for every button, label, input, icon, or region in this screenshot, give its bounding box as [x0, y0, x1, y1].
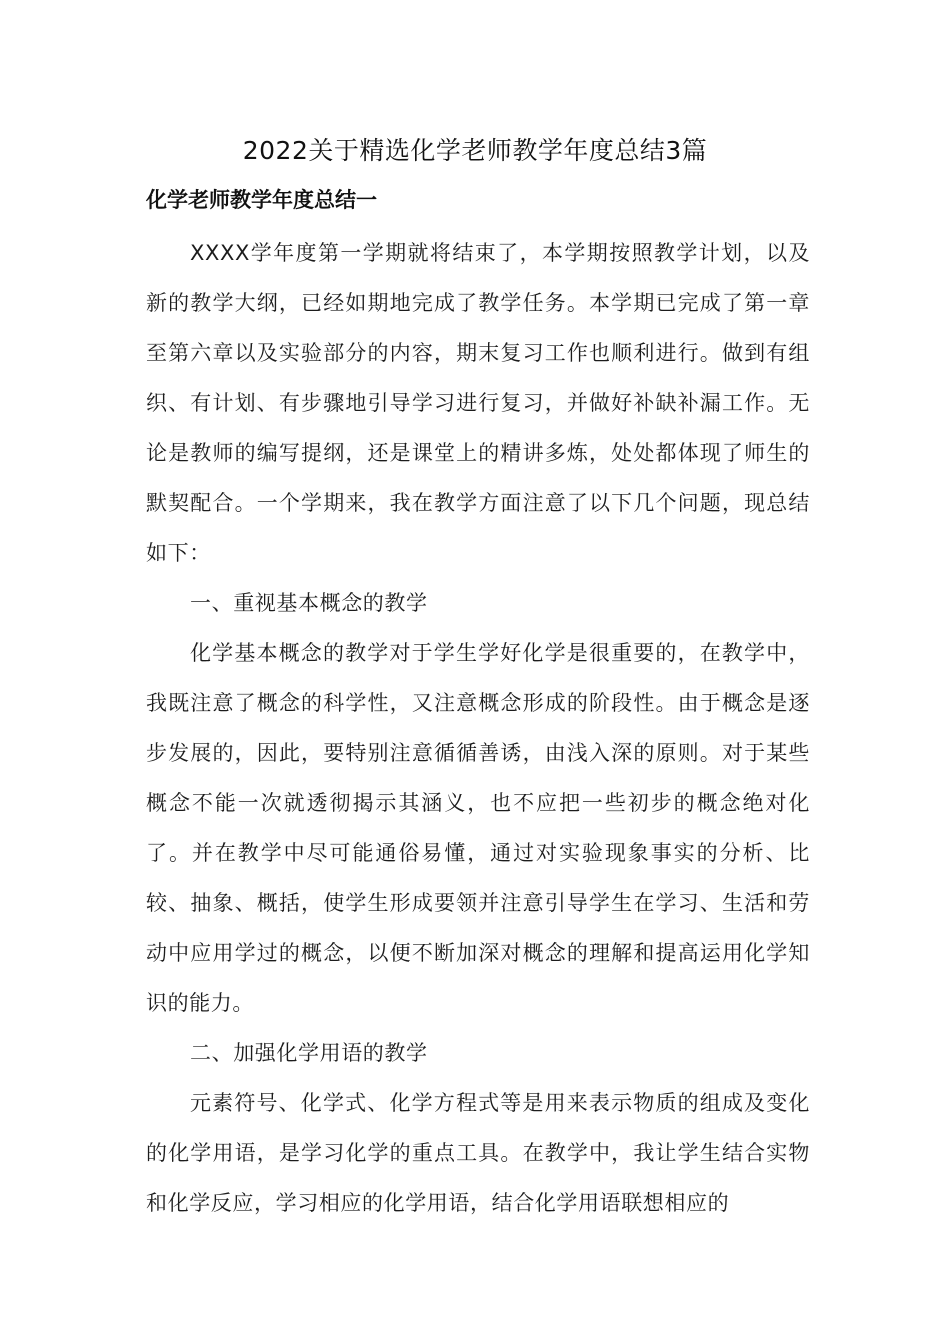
paragraph-intro: XXXX学年度第一学期就将结束了，本学期按照教学计划，以及新的教学大纲，已经如期地完成了教学任务。本学期已完成了第一章至第六章以及实验部分的内容，期末复习工作也顺利进行。做到有组织、有计划、有步骤地引导学习进行复习，并做好补缺补漏工作。无论是教师的编写提纲，还是课堂上的精讲多炼，处处都体现了师生的默契配合。一个学期来，我在教学方面注意了以下几个问题，现总结如下：: [146, 241, 810, 565]
document-title: 2022关于精选化学老师教学年度总结3篇: [242, 136, 708, 165]
paragraph-chemical-terms: 元素符号、化学式、化学方程式等是用来表示物质的组成及变化的化学用语，是学习化学的重点工具。在教学中，我让学生结合实物和化学反应，学习相应的化学用语，结合化学用语联想相应的: [146, 1091, 810, 1215]
document-body: [146, 228, 810, 1228]
paragraph-concepts: 化学基本概念的教学对于学生学好化学是很重要的，在教学中，我既注意了概念的科学性，又注意概念形成的阶段性。由于概念是逐步发展的，因此，要特别注意循循善诱，由浅入深的原则。对于某些概念不能一次就透彻揭示其涵义，也不应把一些初步的概念绝对化了。并在教学中尽可能通俗易懂，通过对实验现象事实的分析、比较、抽象、概括，使学生形成要领并注意引导学生在学习、生活和劳动中应用学过的概念，以便不断加深对概念的理解和提高运用化学知识的能力。: [146, 641, 810, 1015]
subsection-heading-2: 二、加强化学用语的教学: [190, 1041, 428, 1065]
section-heading: 化学老师教学年度总结一: [146, 188, 377, 212]
subsection-heading-1: 一、重视基本概念的教学: [190, 591, 428, 615]
